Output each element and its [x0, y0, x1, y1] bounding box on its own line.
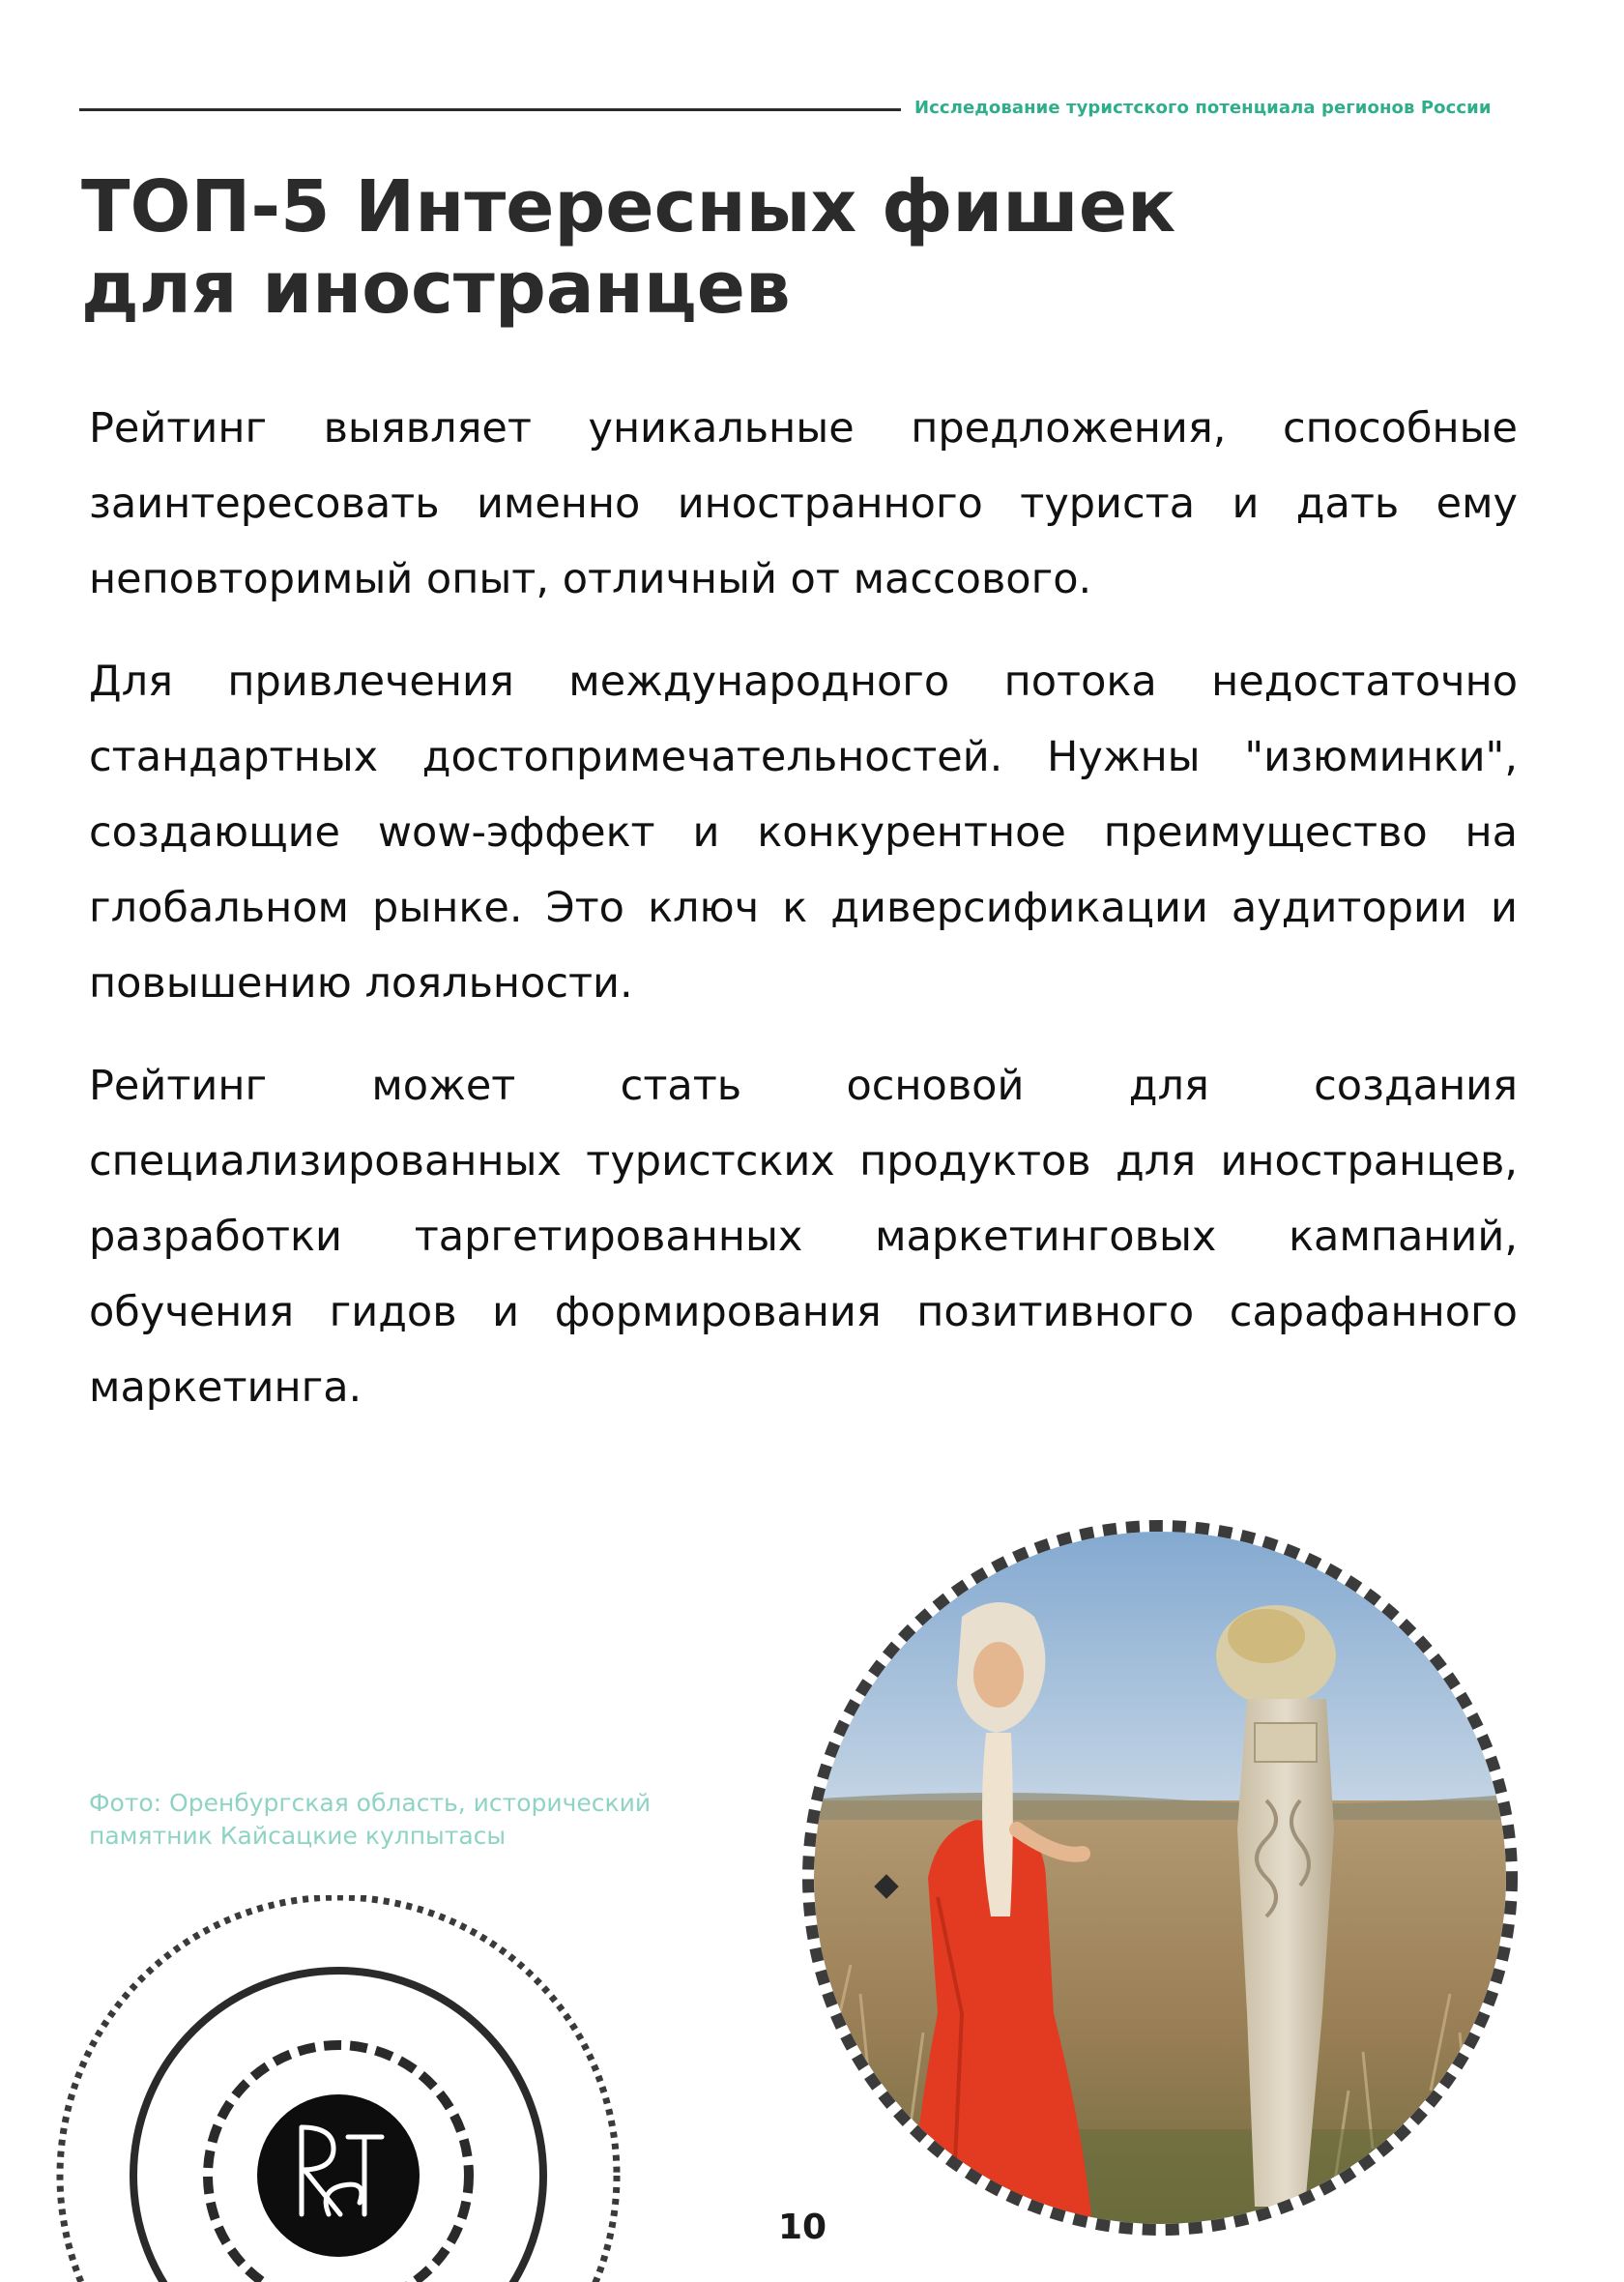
monument-photo: [793, 1510, 1527, 2245]
paragraph-1: Рейтинг выявляет уникальные предложения, способные заинтересовать именно иностранного туриста и дать ему неповторимый опыт, отличный от массового.: [89, 404, 1518, 603]
photo-caption: Фото: Оренбургская область, исторический памятник Кайсацкие кулпытасы: [89, 1789, 652, 1850]
paragraph-3: Рейтинг может стать основой для создания специализированных туристских продуктов для иностранцев, разработки таргетированных маркетинговых кампаний, обучения гидов и формирования позитивного сарафанного маркетинга.: [89, 1062, 1518, 1412]
running-header: Исследование туристского потенциала регионов России: [914, 98, 1492, 118]
paragraph-2: Для привлечения международного потока недостаточно стандартных достопримечательностей. Нужны "изюминки", создающие wow-эффект и конкурентное преимущество на глобальном рынке. Это ключ к диверсификации аудитории и повышению лояльности.: [89, 658, 1518, 1008]
title-line-2: для иностранцев: [81, 247, 791, 330]
header-rule: [79, 108, 901, 111]
logo-emblem: [0, 1895, 696, 2282]
title-line-1: ТОП-5 Интересных фишек: [81, 165, 1176, 249]
page-number: 10: [778, 2208, 827, 2247]
page-title: [81, 166, 1338, 329]
